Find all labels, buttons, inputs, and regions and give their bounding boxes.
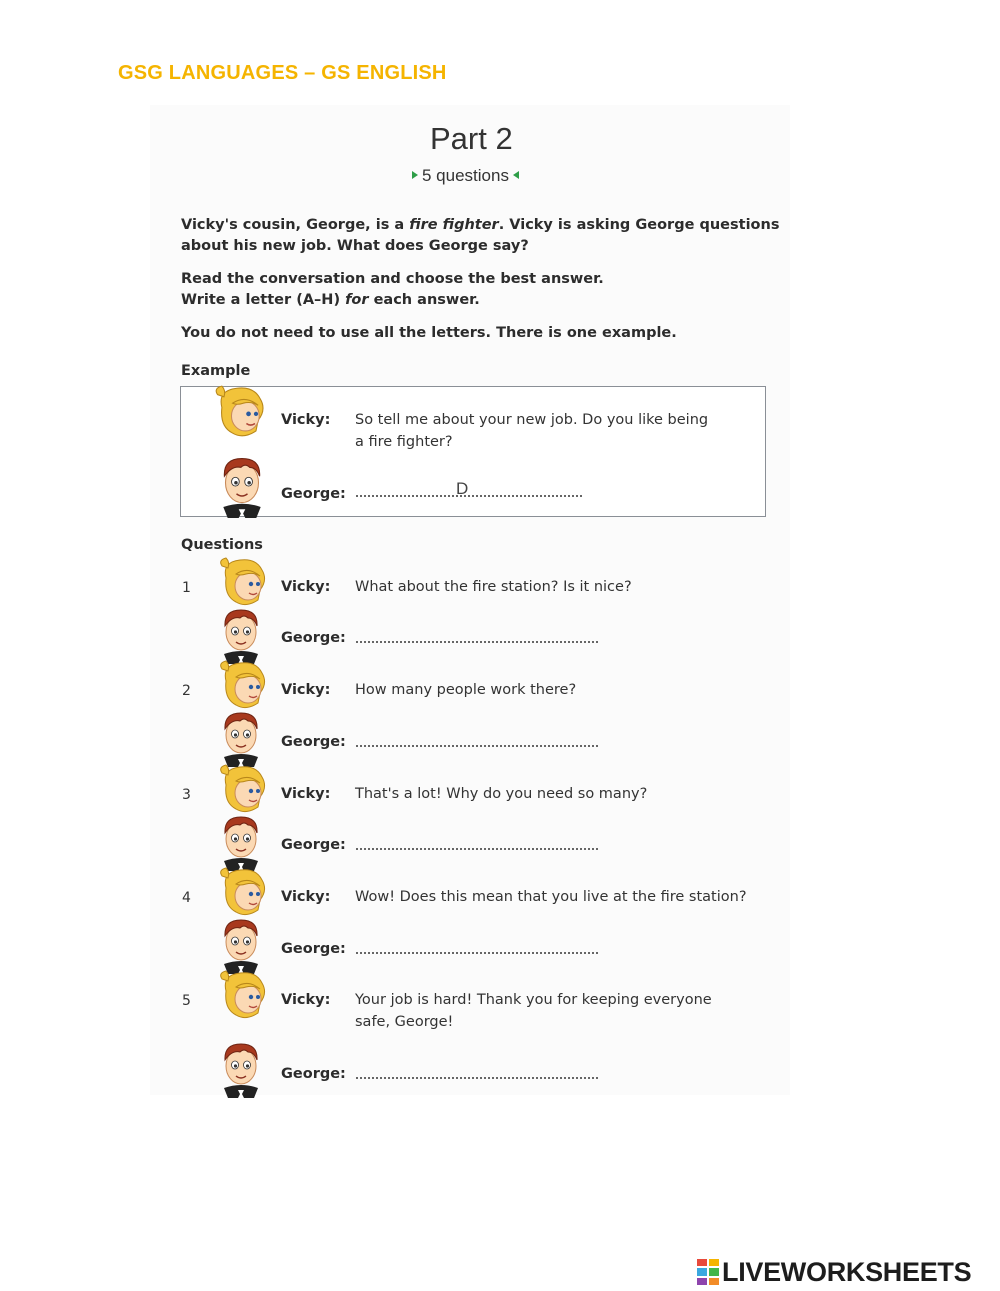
george-speaker: George:: [281, 941, 346, 957]
example-vicky-text: So tell me about your new job. Do you like being a fire fighter?: [355, 412, 709, 450]
george-face-icon: [214, 1038, 268, 1098]
example-label: Example: [181, 363, 251, 379]
question-number: 4: [182, 890, 191, 906]
question-number: 2: [182, 683, 191, 699]
page-header: GSG LANGUAGES – GS ENGLISH: [118, 62, 447, 84]
george-face-icon: [214, 707, 268, 767]
vicky-speaker: Vicky:: [281, 786, 331, 802]
george-speaker: George:: [281, 734, 346, 750]
vicky-question-text: What about the fire station? Is it nice?: [355, 579, 632, 595]
george-speaker: George:: [281, 1066, 346, 1082]
question-number: 1: [182, 580, 191, 596]
example-answer: D: [456, 479, 469, 498]
vicky-question-text: Your job is hard! Thank you for keeping everyone safe, George!: [355, 992, 712, 1030]
example-george-speaker: George:: [281, 486, 346, 502]
vicky-question-text: How many people work there?: [355, 682, 577, 698]
arrow-left-icon: [513, 171, 519, 179]
answer-input-1[interactable]: [356, 631, 598, 643]
vicky-speaker: Vicky:: [281, 682, 331, 698]
vicky-speaker: Vicky:: [281, 889, 331, 905]
intro-text: Vicky's cousin, George, is a fire fighter. Vicky is asking George questions about his new job. What does George say?: [181, 217, 780, 254]
read-instruction: Read the conversation and choose the best answer. Write a letter (A–H) for each answer.: [181, 271, 604, 308]
answer-input-4[interactable]: [356, 942, 598, 954]
liveworksheets-logo-icon: [697, 1259, 719, 1285]
vicky-speaker: Vicky:: [281, 992, 331, 1008]
george-face-icon: [214, 811, 268, 871]
part-subtitle: [408, 166, 523, 186]
answer-input-5[interactable]: [356, 1067, 598, 1079]
note-instruction: You do not need to use all the letters. There is one example.: [181, 325, 677, 341]
vicky-question-text: That's a lot! Why do you need so many?: [355, 786, 648, 802]
arrow-right-icon: [412, 171, 418, 179]
liveworksheets-logo[interactable]: [697, 1257, 971, 1287]
vicky-face-icon: [210, 384, 270, 448]
example-answer-line: [356, 485, 582, 497]
george-face-icon: [214, 604, 268, 664]
answer-input-3[interactable]: [356, 838, 598, 850]
question-number: 3: [182, 787, 191, 803]
george-speaker: George:: [281, 630, 346, 646]
subtitle-text: 5 questions: [422, 166, 509, 185]
questions-label: Questions: [181, 537, 263, 553]
vicky-speaker: Vicky:: [281, 579, 331, 595]
example-vicky-speaker: Vicky:: [281, 412, 331, 428]
vicky-question-text: Wow! Does this mean that you live at the fire station?: [355, 889, 747, 905]
answer-input-2[interactable]: [356, 735, 598, 747]
george-face-icon: [212, 452, 272, 518]
question-number: 5: [182, 993, 191, 1009]
logo-text: LIVEWORKSHEETS: [722, 1256, 972, 1287]
george-face-icon: [214, 914, 268, 974]
george-speaker: George:: [281, 837, 346, 853]
vicky-face-icon: [216, 969, 270, 1029]
part-title: Part 2: [430, 121, 513, 156]
